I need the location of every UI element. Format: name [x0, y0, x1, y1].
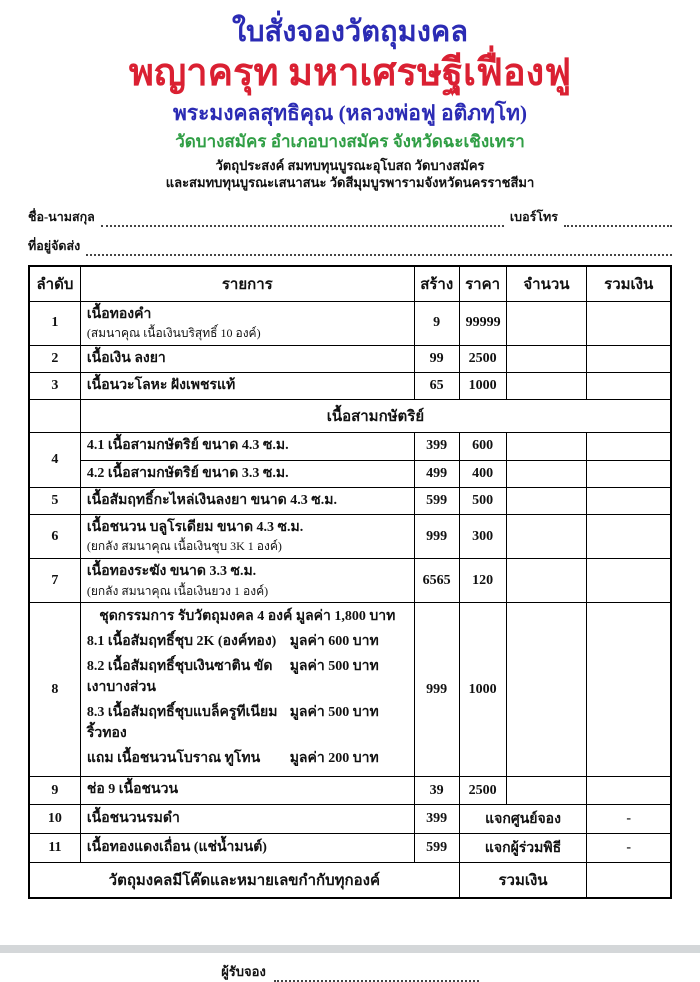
order-no-cell: 5: [29, 487, 80, 514]
signature-row: [0, 961, 700, 982]
qty-cell: [506, 515, 587, 559]
order-no-cell: 9: [29, 777, 80, 804]
item-desc-cell: [80, 372, 414, 399]
price-cell: 99999: [459, 301, 506, 345]
price-cell: 1000: [459, 603, 506, 777]
qty-cell: [506, 559, 587, 603]
made-count-cell: 99: [414, 345, 459, 372]
price-cell: 600: [459, 433, 506, 460]
item-row: [29, 433, 671, 460]
item-name: เนื้อนวะโลหะ ฝังเพชรแท้: [86, 377, 236, 393]
total-cell: [587, 559, 671, 603]
item-desc-cell: [80, 559, 414, 603]
qty-cell: [506, 603, 587, 777]
item-note: (ยกลัง สมนาคุณ เนื้อเงินชุบ 3K 1 องค์): [86, 539, 282, 554]
item-name: 4.1 เนื้อสามกษัตริย์ ขนาด 4.3 ซ.ม.: [86, 438, 289, 454]
section-row: [29, 400, 671, 433]
qty-cell: [506, 372, 587, 399]
item-line-label: 8.1 เนื้อสัมฤทธิ์ชุบ 2K (องค์ทอง): [86, 634, 277, 650]
receiver-sign-blank: [274, 969, 479, 981]
item-line-with-value: [87, 748, 408, 769]
item-line-with-value: [87, 702, 408, 744]
made-count-cell: 599: [414, 833, 459, 862]
photo-bottom-edge: [0, 945, 700, 953]
grand-total-label: รวมเงิน: [459, 862, 587, 898]
amulet-name-title: พญาครุท มหาเศรษฐีเฟื่องฟู: [128, 52, 572, 95]
item-desc-cell: [80, 301, 414, 345]
item-name: เนื้อเงิน ลงยา: [86, 350, 166, 366]
price-cell: 2500: [459, 777, 506, 804]
address-blank-line: [86, 244, 672, 256]
item-desc-cell: [80, 433, 414, 460]
phone-blank-line: [564, 215, 672, 227]
grand-total-cell: [587, 862, 671, 898]
item-row: [29, 559, 671, 603]
made-count-cell: 499: [414, 460, 459, 487]
column-header-4: จำนวน: [506, 266, 587, 302]
order-table-body: [29, 301, 671, 898]
item-note: (สมนาคุณ เนื้อเงินบริสุทธิ์ 10 องค์): [86, 325, 261, 340]
qty-cell: [506, 460, 587, 487]
order-no-cell: 2: [29, 345, 80, 372]
address-row: [28, 236, 672, 256]
total-cell: [587, 515, 671, 559]
item-row: [29, 603, 671, 777]
column-header-3: ราคา: [459, 266, 506, 302]
section-title-cell: เนื้อสามกษัตริย์: [80, 400, 671, 433]
item-line-value: มูลค่า 500 บาท: [289, 705, 379, 721]
item-desc-cell: [80, 345, 414, 372]
order-no-cell: 7: [29, 559, 80, 603]
made-count-cell: 65: [414, 372, 459, 399]
total-cell: [587, 777, 671, 804]
total-cell: [587, 372, 671, 399]
purpose-line-1: วัตถุประสงค์ สมทบทุนบูรณะอุโบสถ วัดบางสมัคร: [215, 157, 485, 173]
item-name: เนื้อชนวนรมดำ: [86, 810, 180, 826]
item-desc-cell: [80, 487, 414, 514]
order-table: [28, 265, 672, 899]
order-no-cell: 11: [29, 833, 80, 862]
phone-label: เบอร์โทร: [509, 209, 558, 224]
qty-cell: [506, 777, 587, 804]
total-cell: [587, 301, 671, 345]
column-header-0: ลำดับ: [29, 266, 80, 302]
made-count-cell: 999: [414, 603, 459, 777]
item-desc-cell: [80, 833, 414, 862]
price-cell: 2500: [459, 345, 506, 372]
qty-cell: [506, 345, 587, 372]
item-desc-cell: [80, 603, 414, 777]
made-count-cell: 9: [414, 301, 459, 345]
item-name: เนื้อทองแดงเถื่อน (แช่น้ำมนต์): [86, 839, 267, 855]
temple-line: วัดบางสมัคร อำเภอบางสมัคร จังหวัดฉะเชิงเทรา: [175, 132, 525, 152]
receiver-sign-label: ผู้รับจอง: [221, 963, 266, 979]
item-line-value: มูลค่า 200 บาท: [289, 751, 379, 767]
order-no-cell: 8: [29, 603, 80, 777]
item-row: [29, 487, 671, 514]
item-line-value: มูลค่า 600 บาท: [289, 634, 379, 650]
total-cell: [587, 460, 671, 487]
price-cell: 500: [459, 487, 506, 514]
price-cell: 400: [459, 460, 506, 487]
item-row: [29, 515, 671, 559]
item-name: ช่อ 9 เนื้อชนวน: [86, 782, 179, 798]
qty-cell: [506, 301, 587, 345]
form-title: ใบสั่งจองวัตถุมงคล: [231, 16, 469, 48]
item-line-label: 8.2 เนื้อสัมฤทธิ์ชุบเงินซาติน ขัดเงาบางส่วน: [86, 659, 273, 696]
price-cell: 300: [459, 515, 506, 559]
monk-name: พระมงคลสุทธิคุณ (หลวงพ่อฟู อติภทฺโท): [172, 101, 528, 126]
item-name: เนื้อทองคำ: [86, 306, 152, 322]
item-note: (ยกลัง สมนาคุณ เนื้อเงินยวง 1 องค์): [86, 583, 269, 598]
address-label: ที่อยู่จัดส่ง: [28, 238, 81, 253]
item-row: [29, 372, 671, 399]
qty-cell: [506, 487, 587, 514]
made-count-cell: 999: [414, 515, 459, 559]
item-name: เนื้อสัมฤทธิ์กะไหล่เงินลงยา ขนาด 4.3 ซ.ม.: [86, 492, 337, 508]
item-desc-cell: [80, 515, 414, 559]
column-header-5: รวมเงิน: [587, 266, 671, 302]
made-count-cell: 399: [414, 433, 459, 460]
item-line-label: แถม เนื้อชนวนโบราณ ทูโทน: [86, 751, 261, 767]
item-name: 4.2 เนื้อสามกษัตริย์ ขนาด 3.3 ซ.ม.: [86, 465, 289, 481]
made-count-cell: 599: [414, 487, 459, 514]
item-name: ชุดกรรมการ รับวัตถุมงคล 4 องค์ มูลค่า 1,800 บาท: [99, 609, 396, 625]
column-header-1: รายการ: [80, 266, 414, 302]
order-no-cell: 4: [29, 433, 80, 488]
giveaway-cell: แจกศูนย์จอง: [459, 804, 587, 833]
item-desc-cell: [80, 777, 414, 804]
name-label: ชื่อ-นามสกุล: [28, 209, 95, 224]
item-desc-cell: [80, 460, 414, 487]
item-row: [29, 833, 671, 862]
name-phone-row: [28, 207, 672, 227]
total-cell: [587, 345, 671, 372]
total-cell: [587, 433, 671, 460]
table-header-row: [29, 266, 671, 302]
item-row: [29, 777, 671, 804]
price-cell: 120: [459, 559, 506, 603]
total-cell: -: [587, 833, 671, 862]
made-count-cell: 6565: [414, 559, 459, 603]
table-footer-row: [29, 862, 671, 898]
item-name: เนื้อทองระฆัง ขนาด 3.3 ซ.ม.: [86, 564, 257, 580]
made-count-cell: 399: [414, 804, 459, 833]
item-row: [29, 804, 671, 833]
item-line-with-value: [87, 656, 408, 698]
contact-fields: [28, 207, 672, 256]
column-header-2: สร้าง: [414, 266, 459, 302]
item-row: [29, 345, 671, 372]
price-cell: 1000: [459, 372, 506, 399]
name-blank-line: [101, 215, 504, 227]
item-name: เนื้อชนวน บลูโรเดียม ขนาด 4.3 ซ.ม.: [86, 520, 304, 536]
code-note-cell: วัตถุมงคลมีโค๊ดและหมายเลขกำกับทุกองค์: [29, 862, 459, 898]
order-no-cell: 3: [29, 372, 80, 399]
form-header: [0, 0, 700, 191]
order-no-cell: [29, 400, 80, 433]
order-no-cell: 6: [29, 515, 80, 559]
giveaway-cell: แจกผู้ร่วมพิธี: [459, 833, 587, 862]
item-line-with-value: [87, 631, 408, 652]
made-count-cell: 39: [414, 777, 459, 804]
item-row: [29, 301, 671, 345]
item-line-value: มูลค่า 500 บาท: [289, 659, 379, 675]
order-no-cell: 1: [29, 301, 80, 345]
item-line-label: 8.3 เนื้อสัมฤทธิ์ชุบแบล็ครูทีเนียม ริ้วทอง: [86, 705, 278, 742]
total-cell: -: [587, 804, 671, 833]
purpose-line-2: และสมทบทุนบูรณะเสนาสนะ วัดสีมุมบูรพารามจังหวัดนครราชสีมา: [165, 174, 535, 190]
qty-cell: [506, 433, 587, 460]
item-row: [29, 460, 671, 487]
total-cell: [587, 487, 671, 514]
item-desc-cell: [80, 804, 414, 833]
order-no-cell: 10: [29, 804, 80, 833]
total-cell: [587, 603, 671, 777]
